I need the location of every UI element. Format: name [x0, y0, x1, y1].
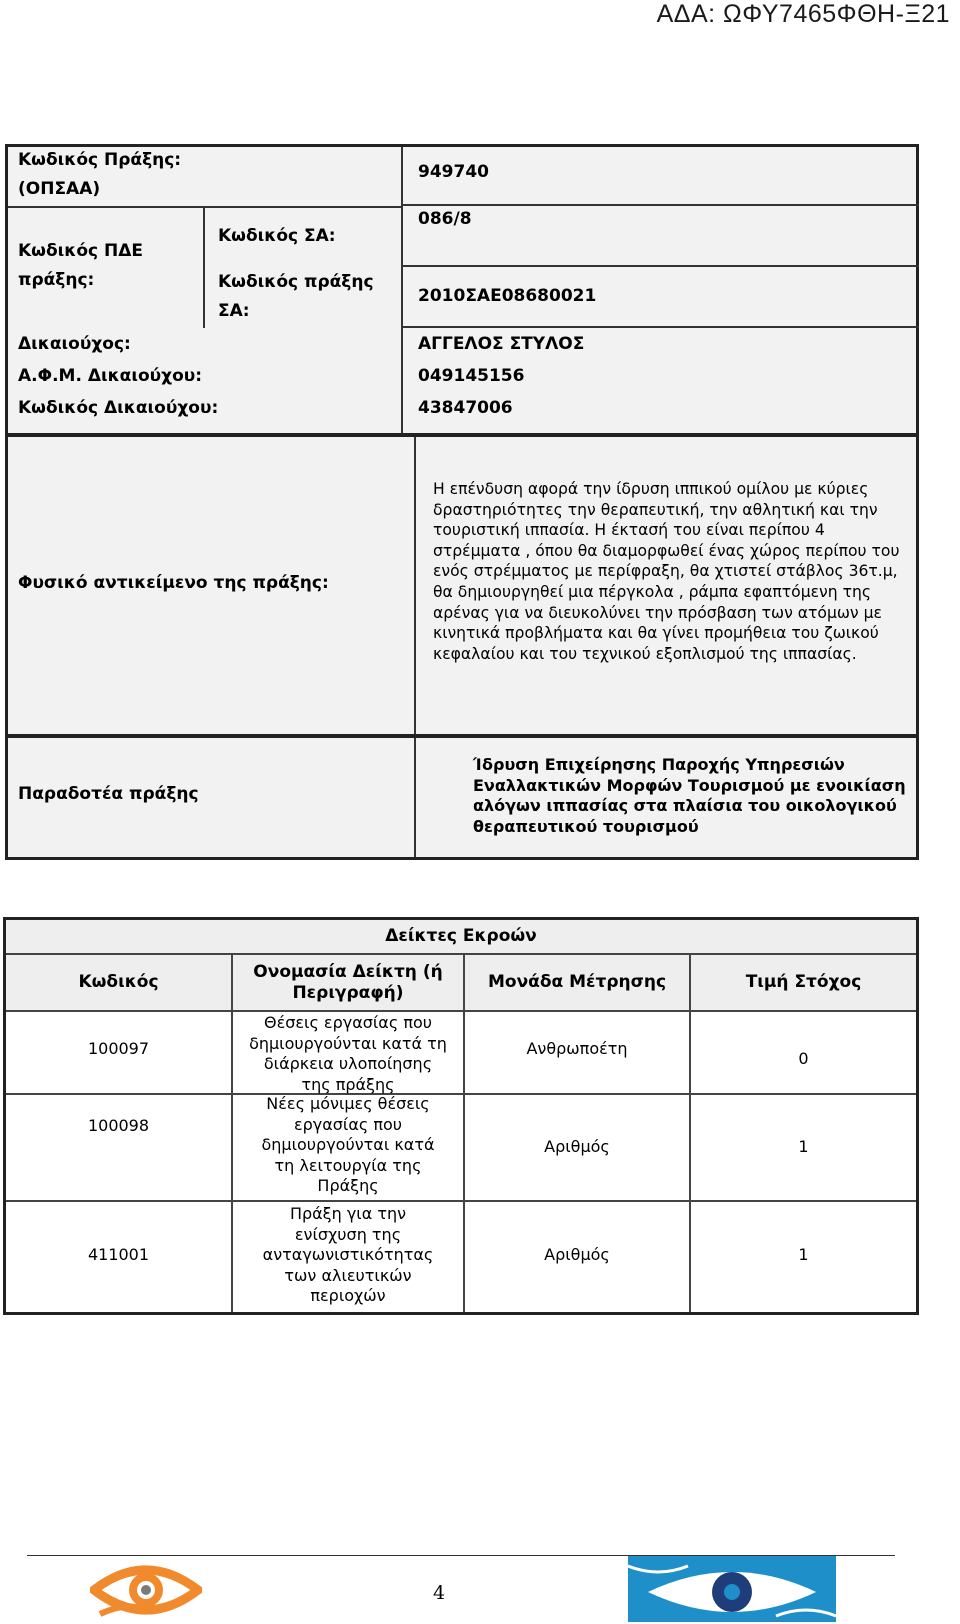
- divider: [401, 265, 919, 267]
- row-2-target: 1: [798, 1137, 809, 1156]
- row-3-name: Πράξη για την ενίσχυση της ανταγωνιστικότητας των αλιευτικών περιοχών: [262, 1204, 434, 1305]
- divider: [203, 206, 205, 328]
- row-1-target: 0: [798, 1049, 809, 1068]
- physical-object-table: [5, 434, 919, 737]
- sa-action-value: 2010ΣΑΕ08680021: [418, 286, 597, 306]
- divider: [231, 955, 233, 1312]
- pde-label-2: πράξης:: [18, 270, 95, 290]
- ops-code-label-2: (ΟΠΣΑΑ): [18, 179, 101, 199]
- sa-code-label: Κωδικός ΣΑ:: [218, 226, 336, 246]
- project-info-table: [5, 144, 919, 436]
- row-1-unit: Ανθρωποέτη: [526, 1039, 628, 1058]
- beneficiary-code-label: Κωδικός Δικαιούχου:: [18, 398, 219, 418]
- eye-emblem-icon: [628, 1556, 836, 1622]
- beneficiary-label: Δικαιούχος:: [18, 334, 131, 354]
- sa-action-label: Κωδικός πράξης: [218, 272, 374, 292]
- eye-logo-icon: [90, 1556, 202, 1622]
- divider: [401, 204, 919, 206]
- row-2-unit: Αριθμός: [544, 1137, 610, 1156]
- indicators-title: Δείκτες Εκροών: [6, 920, 916, 953]
- row-1-code: 100097: [87, 1039, 150, 1058]
- divider: [8, 206, 401, 208]
- sa-code-value: 086/8: [418, 209, 472, 229]
- physical-object-text: Η επένδυση αφορά την ίδρυση ιππικού ομίλου με κύριες δραστηριότητες την θεραπευτική, την αθλητική και την τουριστική ιππασία. Η έκτασή του είναι περίπου 4 στρέμματα , όπου θα διαμορφωθεί ένας χώρος περίπου του ενός στρέμματος με περίφραξη, θα χτιστεί στάβλος 36τ.μ, θα δημιουργηθεί μια πέργκολα , ράμπα εφαπτόμενη της αρένας για να διευκολύνει την πρόσβαση των ατόμων με κινητικά προβλήματα και θα γίνει προμήθεια του ζωικού κεφαλαίου και του τεχνικού εξοπλισμού της ιππασίας.: [433, 480, 900, 663]
- row-3-code: 411001: [87, 1245, 150, 1264]
- physical-object-label: Φυσικό αντικείμενο της πράξης:: [18, 573, 329, 593]
- row-1-name: Θέσεις εργασίας που δημιουργούνται κατά τη διάρκεια υλοποίησης της πράξης: [249, 1013, 447, 1094]
- divider: [401, 326, 919, 328]
- page-number: 4: [433, 1582, 446, 1604]
- deliverables-label: Παραδοτέα πράξης: [18, 784, 199, 804]
- pde-label: Κωδικός ΠΔΕ: [18, 241, 144, 261]
- divider: [6, 953, 916, 955]
- row-3-target: 1: [798, 1245, 809, 1264]
- deliverables-table: [5, 735, 919, 860]
- divider: [401, 147, 403, 433]
- ops-code-label: Κωδικός Πράξης:: [18, 150, 182, 170]
- row-2-name: Νέες μόνιμες θέσεις εργασίας που δημιουργούνται κατά τη λειτουργία της Πράξης: [261, 1094, 435, 1195]
- col-header-unit: Μονάδα Μέτρησης: [465, 955, 689, 1010]
- col-header-code: Κωδικός: [6, 955, 231, 1010]
- beneficiary-code-value: 43847006: [418, 398, 513, 418]
- divider: [414, 437, 416, 734]
- divider: [6, 1200, 916, 1202]
- divider: [414, 738, 416, 857]
- afm-value: 049145156: [418, 366, 525, 386]
- divider: [6, 1093, 916, 1095]
- ops-code-value: 949740: [418, 162, 489, 182]
- divider: [6, 1010, 916, 1012]
- col-header-target: Τιμή Στόχος: [691, 955, 916, 1010]
- sa-action-label-2: ΣΑ:: [218, 301, 250, 321]
- afm-label: Α.Φ.Μ. Δικαιούχου:: [18, 366, 203, 386]
- row-2-code: 100098: [87, 1116, 150, 1135]
- indicators-table: [3, 917, 919, 1315]
- col-header-name: Ονομασία Δείκτη (ή Περιγραφή): [233, 955, 463, 1010]
- row-3-unit: Αριθμός: [544, 1245, 610, 1264]
- deliverables-text: Ίδρυση Επιχείρησης Παροχής Υπηρεσιών Εναλλακτικών Μορφών Τουρισμού με ενοικίαση αλόγων ιππασίας στα πλαίσια του οικολογικού θεραπευτικού τουρισμού: [473, 755, 906, 836]
- ada-code: ΑΔΑ: ΩΦΥ7465ΦΘΗ-Ξ21: [656, 0, 950, 28]
- beneficiary-value: ΑΓΓΕΛΟΣ ΣΤΥΛΟΣ: [418, 334, 585, 354]
